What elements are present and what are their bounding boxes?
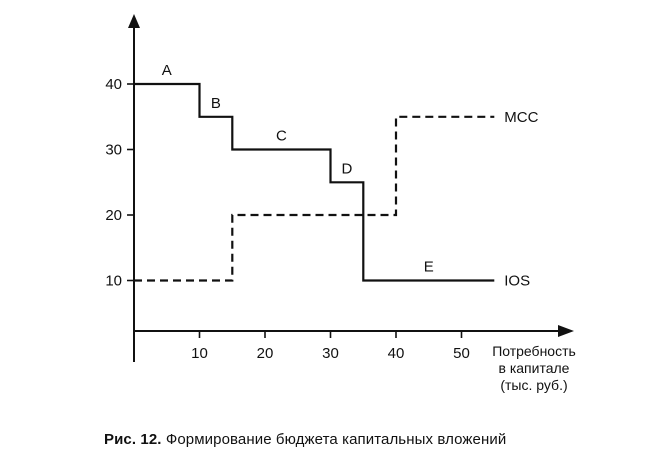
segment-label-a: A	[161, 62, 172, 79]
segment-label-d: D	[341, 160, 353, 178]
x-axis-label-line-1: в капитале	[498, 360, 570, 376]
x-axis-label-line-0: Потребность	[492, 343, 576, 359]
segment-label-c: C	[275, 127, 287, 145]
axes	[128, 14, 574, 362]
series-line-ios	[134, 84, 494, 281]
chart-labels	[105, 62, 576, 393]
series-label-mcc: MCC	[504, 108, 539, 126]
series-line-mcc	[134, 117, 494, 281]
x-tick-label-4: 50	[453, 345, 470, 362]
x-tick-label-2: 30	[322, 345, 339, 362]
y-tick-label-2: 30	[105, 141, 122, 159]
x-tick-label-0: 10	[191, 345, 208, 362]
segment-label-b: B	[210, 94, 221, 112]
figure-caption	[104, 431, 506, 448]
y-tick-label-1: 20	[105, 207, 122, 224]
tick-marks	[127, 84, 462, 338]
x-tick-label-1: 20	[256, 345, 274, 362]
series-lines	[134, 84, 494, 281]
series-label-ios: IOS	[504, 272, 531, 290]
x-tick-label-3: 40	[387, 345, 405, 362]
x-axis-label-line-2: (тыс. руб.)	[500, 377, 568, 393]
segment-label-e: E	[423, 258, 434, 276]
x-axis-arrow-icon	[558, 325, 574, 337]
caption-text: Формирование бюджета капитальных вложений	[165, 431, 507, 448]
caption-figure-label: Рис. 12.	[104, 431, 162, 448]
y-tick-label-0: 10	[105, 272, 122, 290]
y-tick-label-3: 40	[105, 76, 122, 93]
y-axis-arrow-icon	[128, 14, 140, 28]
